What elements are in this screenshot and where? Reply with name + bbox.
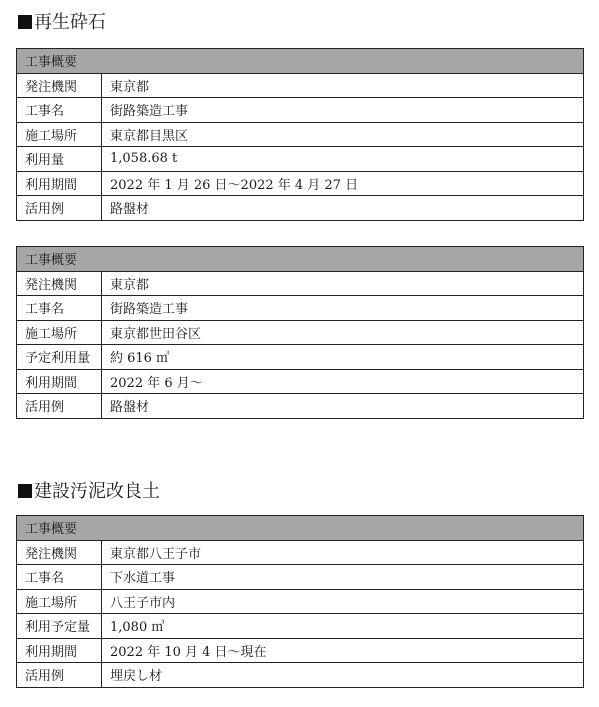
row-label: 活用例 xyxy=(17,663,102,688)
row-value: 路盤材 xyxy=(102,394,584,419)
row-label: 利用期間 xyxy=(17,369,102,394)
table-header-row xyxy=(17,247,584,272)
table-header-row xyxy=(17,516,584,541)
row-label: 工事名 xyxy=(17,565,102,590)
table-header: 工事概要 xyxy=(17,247,584,272)
table-row xyxy=(17,73,584,98)
project-overview-table-1 xyxy=(16,48,584,221)
project-overview-table-3 xyxy=(16,515,584,688)
row-value: 埋戻し材 xyxy=(102,663,584,688)
row-value: 八王子市内 xyxy=(102,589,584,614)
row-value: 約 616 ㎥ xyxy=(102,345,584,370)
table-row xyxy=(17,296,584,321)
section-heading-improved-sludge-soil xyxy=(18,481,160,503)
row-label: 工事名 xyxy=(17,296,102,321)
row-value: 1,080 ㎥ xyxy=(102,614,584,639)
row-label: 発注機関 xyxy=(17,540,102,565)
table-row xyxy=(17,147,584,172)
row-value: 1,058.68 t xyxy=(102,147,584,172)
table-row xyxy=(17,394,584,419)
row-label: 活用例 xyxy=(17,394,102,419)
row-label: 利用期間 xyxy=(17,638,102,663)
row-label: 施工場所 xyxy=(17,589,102,614)
section-title: 再生砕石 xyxy=(34,12,106,33)
row-label: 工事名 xyxy=(17,98,102,123)
row-label: 発注機関 xyxy=(17,73,102,98)
table-row xyxy=(17,122,584,147)
row-label: 利用期間 xyxy=(17,171,102,196)
table-row xyxy=(17,565,584,590)
row-label: 発注機関 xyxy=(17,271,102,296)
table-row xyxy=(17,589,584,614)
row-value: 2022 年 1 月 26 日～2022 年 4 月 27 日 xyxy=(102,171,584,196)
table-row xyxy=(17,320,584,345)
row-label: 活用例 xyxy=(17,196,102,221)
square-bullet-icon xyxy=(18,15,32,29)
row-label: 利用量 xyxy=(17,147,102,172)
row-label: 利用予定量 xyxy=(17,614,102,639)
table-row xyxy=(17,171,584,196)
table-row xyxy=(17,271,584,296)
row-value: 路盤材 xyxy=(102,196,584,221)
section-title: 建設汚泥改良土 xyxy=(34,481,160,502)
table-row xyxy=(17,614,584,639)
table-header: 工事概要 xyxy=(17,49,584,74)
row-value: 街路築造工事 xyxy=(102,98,584,123)
row-value: 2022 年 6 月～ xyxy=(102,369,584,394)
row-value: 東京都 xyxy=(102,271,584,296)
table-row xyxy=(17,196,584,221)
row-label: 予定利用量 xyxy=(17,345,102,370)
row-value: 東京都世田谷区 xyxy=(102,320,584,345)
row-value: 下水道工事 xyxy=(102,565,584,590)
table-row xyxy=(17,369,584,394)
row-value: 2022 年 10 月 4 日～現在 xyxy=(102,638,584,663)
row-value: 東京都 xyxy=(102,73,584,98)
section-heading-recycled-crushed-stone xyxy=(18,12,106,34)
table-row xyxy=(17,540,584,565)
row-label: 施工場所 xyxy=(17,122,102,147)
square-bullet-icon xyxy=(18,484,32,498)
row-value: 東京都八王子市 xyxy=(102,540,584,565)
table-row xyxy=(17,638,584,663)
table-header-row xyxy=(17,49,584,74)
table-header: 工事概要 xyxy=(17,516,584,541)
row-label: 施工場所 xyxy=(17,320,102,345)
table-row xyxy=(17,98,584,123)
row-value: 東京都目黒区 xyxy=(102,122,584,147)
row-value: 街路築造工事 xyxy=(102,296,584,321)
table-row xyxy=(17,663,584,688)
project-overview-table-2 xyxy=(16,246,584,419)
table-row xyxy=(17,345,584,370)
